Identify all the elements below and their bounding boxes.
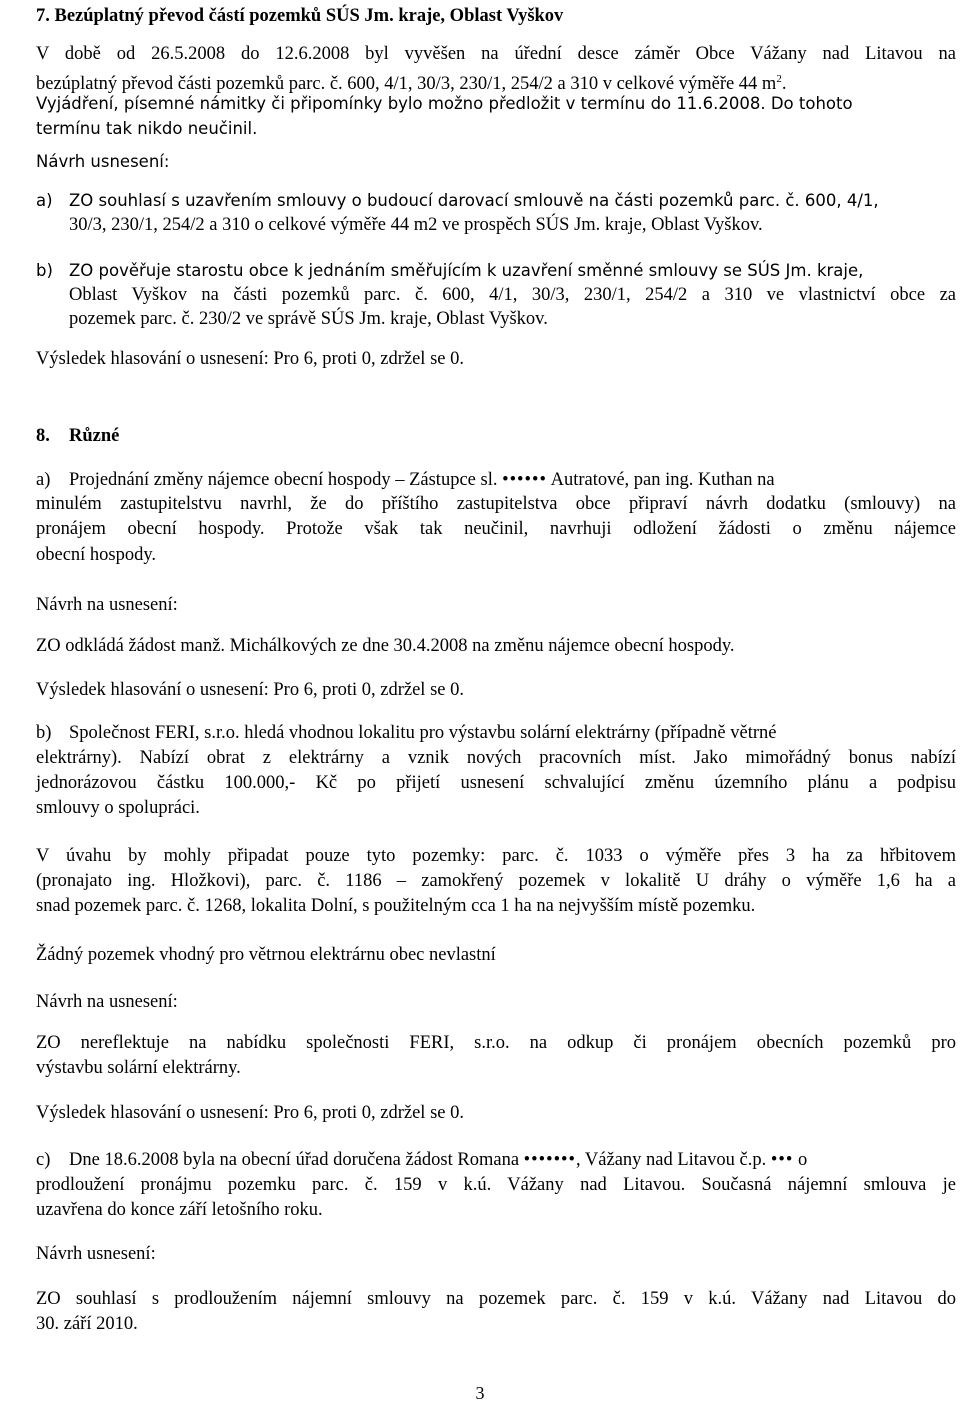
section-8-item-b [36, 722, 956, 744]
section-8-item-b-para: snad pozemek parc. č. 1268, lokalita Dolní, s použitelným cca 1 ha na nejvyšším místě pozemku. [36, 896, 756, 916]
resolution-text: ZO souhlasí s prodloužením nájemní smlouvy na pozemek parc. č. 159 v k.ú. Vážany nad Litavou do [36, 1289, 956, 1309]
resolution-item-b-line: pozemek parc. č. 230/2 ve správě SÚS Jm. kraje, Oblast Vyškov. [69, 309, 548, 329]
section-8-item-b-line: elektrárny). Nabízí obrat z elektrárny a vznik nových pracovních míst. Jako mimořádný bonus nabízí [36, 748, 956, 768]
redacted-name-dots: •••••• [502, 470, 547, 490]
vote-result: Výsledek hlasování o usnesení: Pro 6, proti 0, zdržel se 0. [36, 349, 464, 369]
item-label: b) [36, 261, 53, 280]
resolution-text: ZO nereflektuje na nabídku společnosti FERI, s.r.o. na odkup či pronájem obecních pozemků pro [36, 1033, 956, 1053]
item-text: ZO souhlasí s uzavřením smlouvy o budoucí darovací smlouvě na části pozemků parc. č. 600, 4/1, [69, 191, 879, 210]
resolution-text: ZO odkládá žádost manž. Michálkových ze dne 30.4.2008 na změnu nájemce obecní hospody. [36, 636, 735, 656]
resolution-item-b [36, 260, 956, 282]
resolution-proposal-label: Návrh na usnesení: [36, 992, 178, 1012]
section-7-paragraph-line: V době od 26.5.2008 do 12.6.2008 byl vyvěšen na úřední desce záměr Obce Vážany nad Litavou na [36, 44, 956, 64]
section-8-item-a-line: minulém zastupitelstvu navrhl, že do příštího zastupitelstva obce připraví návrh dodatku (smlouvy) na [36, 494, 956, 514]
item-label: a) [36, 191, 53, 210]
section-8-item-c-line: uzavřena do konce září letošního roku. [36, 1200, 323, 1220]
item-text: Autratové, pan ing. Kuthan na [550, 470, 775, 490]
section-7-paragraph-line: Vyjádření, písemné námitky či připomínky bylo možno předložit v termínu do 11.6.2008. Do tohoto [36, 94, 853, 113]
section-8-item-c [36, 1149, 956, 1171]
superscript: 2 [776, 73, 782, 85]
redacted-name-dots: ••••••• [523, 1150, 576, 1170]
text-span: bezúplatný převod části pozemků parc. č. 600, 4/1, 30/3, 230/1, 254/2 a 310 v celkové výměře 44 m [36, 74, 777, 95]
section-8-item-b-para: V úvahu by mohly připadat pouze tyto pozemky: parc. č. 1033 o výměře přes 3 ha za hřbitovem [36, 846, 956, 866]
text-span: . [781, 74, 787, 95]
heading-number: 8. [36, 426, 50, 446]
section-7-paragraph-line: termínu tak nikdo neučinil. [36, 119, 258, 138]
resolution-item-b-line: Oblast Vyškov na části pozemků parc. č. 600, 4/1, 30/3, 230/1, 254/2 a 310 ve vlastnictví obce za [69, 285, 956, 305]
item-text: , Vážany nad Litavou č.p. [576, 1150, 767, 1170]
resolution-proposal-label: Návrh usnesení: [36, 152, 170, 171]
section-8-heading [36, 425, 119, 447]
item-text: o [797, 1150, 808, 1170]
item-label: b) [36, 723, 52, 743]
vote-result: Výsledek hlasování o usnesení: Pro 6, proti 0, zdržel se 0. [36, 680, 464, 700]
item-text: Dne 18.6.2008 byla na obecní úřad doručena žádost Romana [69, 1150, 520, 1170]
item-text: ZO pověřuje starostu obce k jednáním směřujícím k uzavření směnné smlouvy se SÚS Jm. kraje, [69, 261, 864, 280]
vote-result: Výsledek hlasování o usnesení: Pro 6, proti 0, zdržel se 0. [36, 1103, 464, 1123]
redacted-number-dots: ••• [770, 1150, 794, 1170]
page-number: 3 [475, 1383, 485, 1403]
resolution-proposal-label: Návrh usnesení: [36, 1244, 156, 1264]
resolution-item-a [36, 190, 956, 212]
section-8-item-c-line: prodloužení pronájmu pozemku parc. č. 159 v k.ú. Vážany nad Litavou. Současná nájemní smlouva je [36, 1175, 956, 1195]
resolution-text: 30. září 2010. [36, 1314, 138, 1334]
item-text: Společnost FERI, s.r.o. hledá vhodnou lokalitu pro výstavbu solární elektrárny (případně větrné [69, 723, 777, 743]
resolution-proposal-label: Návrh na usnesení: [36, 595, 178, 615]
section-8-item-b-para: (pronajato ing. Hložkovi), parc. č. 1186 – zamokřený pozemek v lokalitě U dráhy o výměře 1,6 ha a [36, 871, 956, 891]
resolution-item-a-line: 30/3, 230/1, 254/2 a 310 o celkové výměře 44 m2 ve prospěch SÚS Jm. kraje, Oblast Vyškov. [69, 215, 763, 235]
section-8-item-a-line: pronájem obecní hospody. Protože však tak neučinil, navrhuji odložení žádosti o změnu nájemce [36, 519, 956, 539]
section-7-heading: 7. Bezúplatný převod částí pozemků SÚS Jm. kraje, Oblast Vyškov [36, 6, 564, 26]
item-label: a) [36, 470, 51, 490]
section-8-item-b-line: smlouvy o spolupráci. [36, 798, 200, 818]
heading-text: Různé [69, 426, 120, 446]
item-label: c) [36, 1150, 51, 1170]
resolution-text: výstavbu solární elektrárny. [36, 1058, 241, 1078]
item-text: Projednání změny nájemce obecní hospody – Zástupce sl. [69, 470, 498, 490]
section-8-item-b-line: jednorázovou částku 100.000,- Kč po přijetí usnesení schvalující změnu územního plánu a podpisu [36, 773, 956, 793]
section-8-item-a-line: obecní hospody. [36, 545, 157, 565]
section-8-item-a [36, 469, 956, 491]
section-8-item-b-note: Žádný pozemek vhodný pro větrnou elektrárnu obec nevlastní [36, 945, 496, 965]
